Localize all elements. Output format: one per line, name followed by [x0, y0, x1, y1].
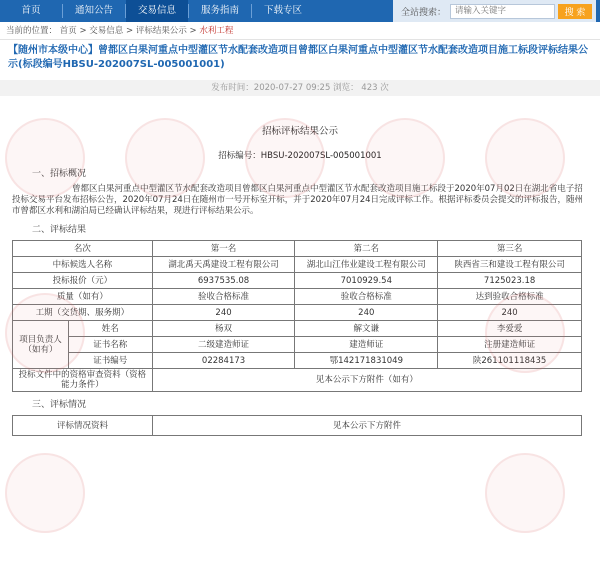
watermark-seal — [5, 453, 85, 533]
watermark-seal — [245, 118, 325, 198]
table-header-cell: 名次 — [13, 241, 153, 257]
table-cell: 解文谦 — [295, 321, 438, 337]
table-cell: 02284173 — [152, 353, 295, 369]
nav-service-guide[interactable]: 服务指南 — [200, 5, 239, 16]
nav-notices[interactable]: 通知公告 — [74, 5, 113, 16]
row-label: 证书编号 — [68, 353, 152, 369]
table-cell: 达到验收合格标准 — [438, 289, 582, 305]
table-cell: 6937535.08 — [152, 273, 295, 289]
table-cell: 验收合格标准 — [295, 289, 438, 305]
table-header-cell: 第一名 — [152, 241, 295, 257]
row-label: 证书名称 — [68, 337, 152, 353]
table-header-cell: 第二名 — [295, 241, 438, 257]
watermark-seal — [365, 118, 445, 198]
table-cell: 见本公示下方附件 — [153, 416, 582, 436]
table-cell: 7125023.18 — [438, 273, 582, 289]
row-label: 质量（如有） — [13, 289, 153, 305]
watermark-seal — [5, 118, 85, 198]
article-body — [0, 123, 600, 436]
breadcrumb-separator: > — [189, 26, 197, 36]
table-cell: 240 — [438, 305, 582, 321]
search-input[interactable] — [450, 4, 555, 19]
document-heading: 招标评标结果公示 — [261, 126, 338, 137]
table-row — [13, 289, 582, 305]
table-cell: 240 — [152, 305, 295, 321]
table-cell: 陕西省三和建设工程有限公司 — [438, 257, 582, 273]
section-results: 二、评标结果 — [32, 225, 87, 235]
watermark-seal — [5, 293, 85, 373]
table-cell: 7010929.54 — [295, 273, 438, 289]
article-title: 【随州市本级中心】曾都区白果河重点中型灌区节水配套改造项目曾都区白果河重点中型灌区节水配套改造项目施工标段评标结果公示(标段编号HBSU-202007SL-005001001) — [8, 45, 588, 70]
site-search — [393, 0, 596, 22]
table-cell: 杨双 — [152, 321, 295, 337]
table-cell: 二级建造师证 — [152, 337, 295, 353]
table-row — [13, 257, 582, 273]
breadcrumb — [0, 22, 600, 40]
table-cell: 见本公示下方附件（如有） — [152, 369, 581, 392]
table-row — [13, 416, 582, 436]
breadcrumb-current[interactable]: 水利工程 — [199, 26, 234, 36]
table-cell: 建造师证 — [295, 337, 438, 353]
row-label: 姓名 — [68, 321, 152, 337]
breadcrumb-trade-info[interactable]: 交易信息 — [89, 26, 124, 36]
watermark-seal — [485, 293, 565, 373]
row-group-label: 项目负责人（如有） — [13, 321, 69, 369]
row-label: 评标情况资料 — [13, 416, 153, 436]
table-cell: 注册建造师证 — [438, 337, 582, 353]
table-row — [13, 273, 582, 289]
row-label: 投标报价（元） — [13, 273, 153, 289]
row-label: 中标候选人名称 — [13, 257, 153, 273]
table-cell: 240 — [295, 305, 438, 321]
watermark-seal — [485, 453, 565, 533]
breadcrumb-prefix: 当前的位置： — [6, 26, 58, 36]
search-label: 全站搜索： — [400, 7, 446, 18]
table-row — [13, 241, 582, 257]
tender-number: 招标编号：HBSU-202007SL-005001001 — [218, 151, 382, 161]
nav-trade-info[interactable]: 交易信息 — [126, 0, 188, 22]
watermark-seal — [125, 118, 205, 198]
top-nav — [0, 0, 600, 22]
table-cell: 验收合格标准 — [152, 289, 295, 305]
table-cell: 湖北山江伟业建设工程有限公司 — [295, 257, 438, 273]
nav-downloads[interactable]: 下载专区 — [263, 5, 302, 16]
table-cell: 李爱爱 — [438, 321, 582, 337]
table-cell: 湖北禹天禹建设工程有限公司 — [152, 257, 295, 273]
table-row — [13, 369, 582, 392]
nav-home[interactable]: 首页 — [21, 5, 41, 16]
search-button[interactable]: 搜 索 — [558, 4, 592, 19]
overview-paragraph: 曾都区白果河重点中型灌区节水配套改造项目曾都区白果河重点中型灌区节水配套改造项目施工标段于2020年07月02日在湖北省电子招投标交易平台发布招标公告，2020年07月24日在随州市一号开标室开标，并于2020年07月24日完成评标工作。根据评标委员会提交的评标报告，随州市曾都区水利和湖泊局已经确认评标结果，现进行评标结果公示。 — [12, 184, 584, 216]
row-label: 投标文件中的资格审查资料（资格能力条件） — [13, 369, 153, 392]
table-cell: 鄂142171831049 — [295, 353, 438, 369]
breadcrumb-results[interactable]: 评标结果公示 — [135, 26, 187, 36]
table-header-cell: 第三名 — [438, 241, 582, 257]
row-label: 工期（交货期、服务期） — [13, 305, 153, 321]
watermark-seal — [485, 118, 565, 198]
breadcrumb-separator: > — [125, 26, 134, 36]
section-overview: 一、招标概况 — [32, 169, 87, 179]
table-cell: 陕261101118435 — [438, 353, 582, 369]
section-review: 三、评标情况 — [32, 400, 87, 410]
article-meta: 发布时间：2020-07-27 09:25 浏览： 423 次 — [0, 80, 600, 96]
review-table — [12, 415, 582, 436]
breadcrumb-home[interactable]: 首页 — [59, 26, 77, 36]
breadcrumb-separator: > — [79, 26, 87, 36]
